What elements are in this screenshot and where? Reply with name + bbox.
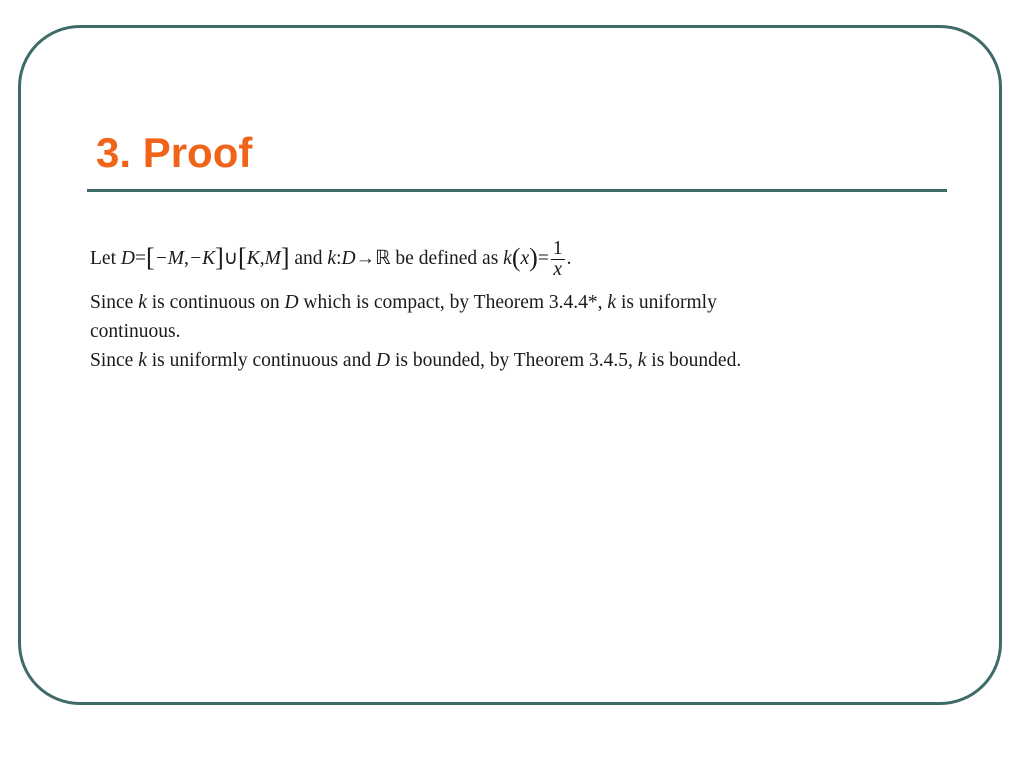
math-union: ∪ [223,248,239,269]
math-neg-M: −M [154,248,185,269]
proof-line-continuous: continuous. [90,321,181,342]
math-equals: = [134,248,146,269]
phrase-uniformly: is uniformly [620,292,717,313]
math-D: D [375,350,391,371]
word-let: Let [90,248,116,269]
word-since: Since [90,292,134,313]
math-arrow: → [355,248,376,269]
phrase-uniformly-continuous-and: is uniformly continuous and [151,350,372,371]
math-neg-K: −K [188,248,216,269]
slide-title: 3. Proof [96,129,253,176]
fraction-numerator: 1 [552,238,563,260]
math-fraction [551,239,565,280]
math-left-bracket: [ [145,243,155,272]
proof-line-definition [90,232,950,288]
math-D: D [341,248,356,269]
math-right-bracket: ] [280,243,290,272]
math-D: D [120,248,135,269]
math-left-paren: ( [511,243,521,272]
phrase-continuous-on: is continuous on [151,292,280,313]
math-right-paren: ) [529,243,538,272]
proof-line-bounded [90,346,950,375]
math-k: k [327,248,337,269]
phrase-defined-as: be defined as [395,248,499,269]
math-x: x [520,248,530,269]
math-equals: = [537,248,549,269]
math-M: M [264,248,281,269]
math-K: K [246,248,260,269]
math-D: D [284,292,299,313]
math-k: k [138,292,147,313]
word-since: Since [90,350,134,371]
math-comma: , [184,248,189,269]
math-period: . [566,248,572,269]
fraction-denominator: x [553,259,563,281]
title-underline [87,189,947,192]
math-k: k [503,248,512,269]
phrase-is-bounded: is bounded. [651,350,742,371]
math-comma: , [259,248,265,269]
math-colon: : [336,248,342,269]
math-k: k [637,350,647,371]
proof-body [90,232,950,375]
phrase-bounded-theorem: is bounded, by Theorem 3.4.5, [394,350,633,371]
math-left-bracket: [ [238,243,247,272]
proof-line-continuity [90,288,950,317]
math-right-bracket: ] [215,243,224,272]
math-k: k [138,350,147,371]
math-k: k [607,292,617,313]
word-and: and [294,248,323,269]
phrase-compact-theorem: which is compact, by Theorem 3.4.4*, [303,292,603,313]
math-reals: ℝ [375,248,391,269]
